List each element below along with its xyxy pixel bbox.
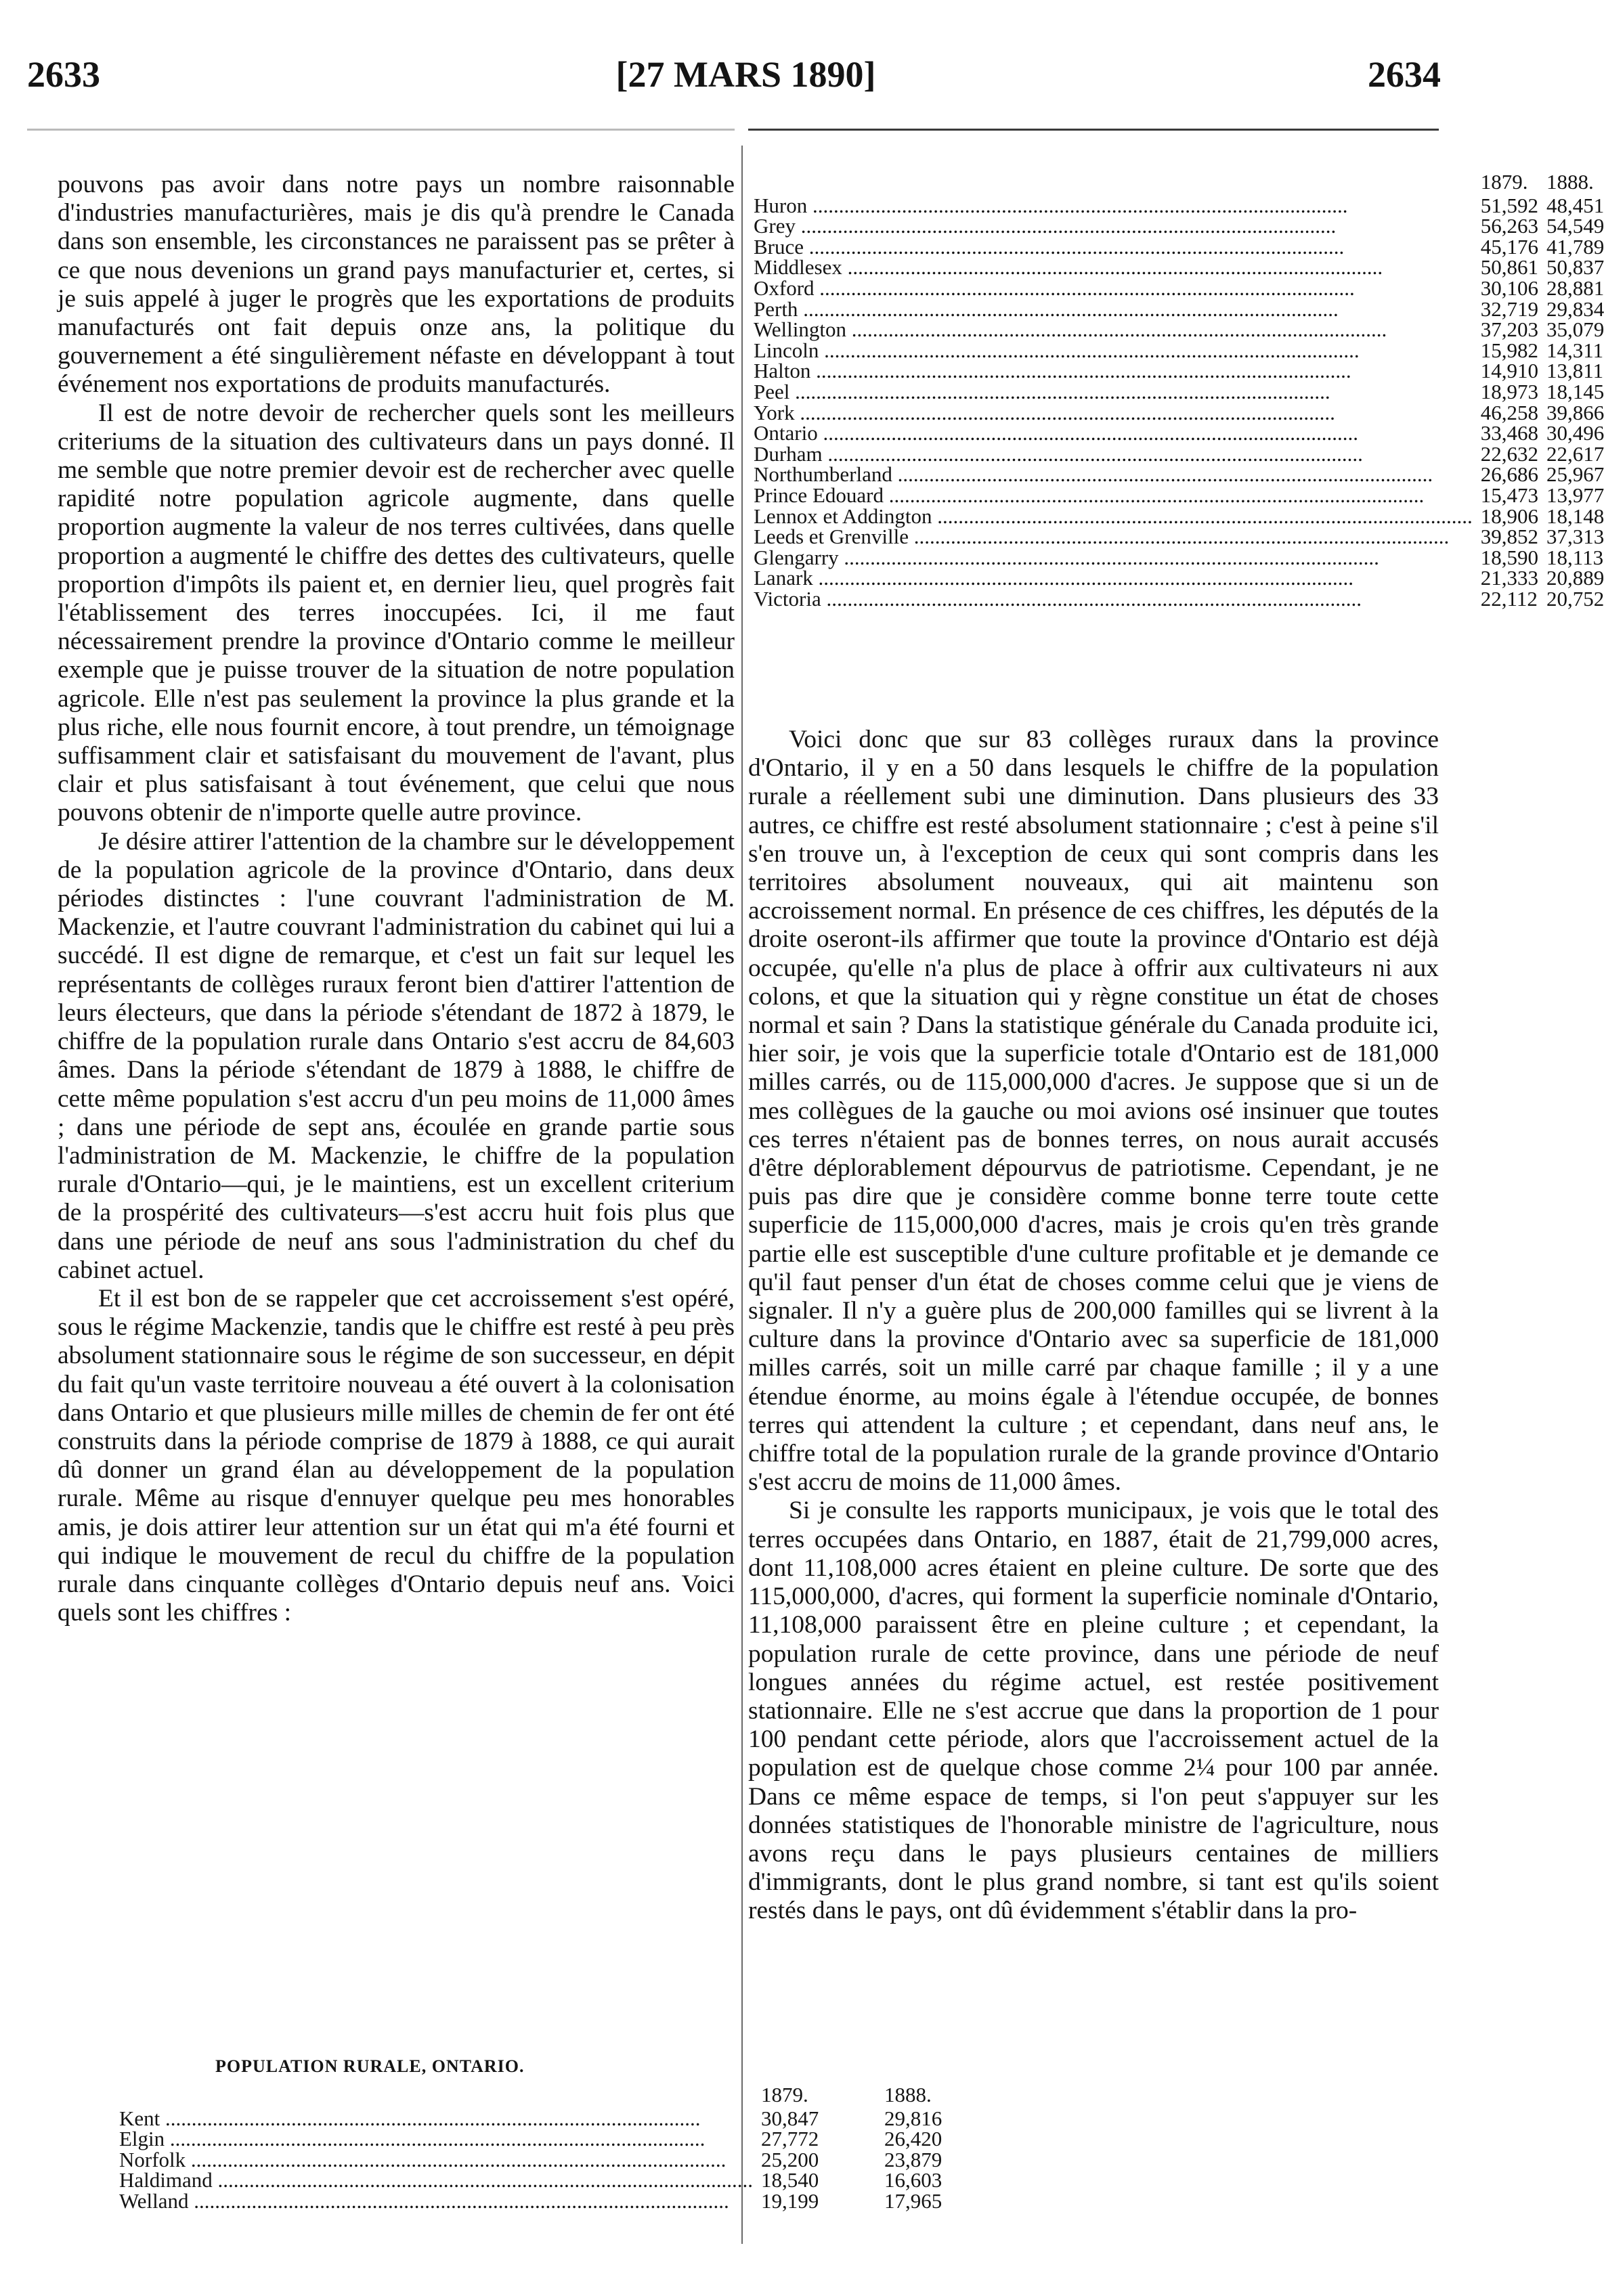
table-row	[119, 2170, 999, 2191]
value-1888: 16,603	[884, 2168, 942, 2192]
table-row	[119, 2150, 999, 2171]
value-1879: 22,632	[1480, 441, 1538, 466]
value-1888: 17,965	[884, 2188, 942, 2213]
table-row	[754, 548, 1604, 569]
county-name: Haldimand .....	[119, 2168, 753, 2192]
value-1879: 18,590	[1480, 545, 1538, 569]
county-name: Leeds et Grenville .....	[754, 525, 1449, 548]
value-1879: 18,973	[1480, 379, 1538, 403]
right-paragraph: Voici donc que sur 83 collèges ruraux dans la province d'Ontario, il y en a 50 dans lesquels le chiffre de la population rurale a réellement subi une diminution. Dans plusieurs des 33 autres, ce chiffre est resté absolument stationnaire ; c'est à peine s'il s'en trouve un, à l'exception de ceux qui sont compris dans les territoires absolument nouveaux, qui ait maintenu son accroissement normal. En présence de ces chiffres, les députés de la droite oseront-ils affirmer que toute la province d'Ontario est déjà occupée, qu'elle n'a plus de place à offrir aux cultivateurs ni aux colons, et que la situation qui y règne constitue un état de choses normal et sain ? Dans la statistique générale du Canada produite ici, hier soir, je vois que la superficie totale d'Ontario est de 181,000 milles carrés, ou de 115,000,000 d'acres. Je suppose que si un de mes collègues de la gauche ou moi avions osé insinuer que toutes ces terres n'étaient pas de bonnes terres, on nous aurait accusés d'être déplorablement dépourvus de patriotisme. Cependant, je ne puis pas dire que je considère comme bonne terre toute cette superficie de 115,000,000 d'acres, mais je crois qu'en très grande partie elle est susceptible d'une culture profitable et je demande ce qu'il faut penser d'un état de choses comme celui que je viens de signaler. Il n'y a guère plus de 200,000 familles qui se livrent à la culture dans la province d'Ontario avec sa superficie de 181,000 milles carrés, soit un mille carré par chaque famille ; il y a une étendue énorme, au moins égale à l'étendue occupée, de bonnes terres qui attendent la culture ; et cependant, dans neuf ans, le chiffre total de la population rurale de la grande province d'Ontario s'est accru de moins de 11,000 âmes.	[748, 726, 1439, 1497]
table-row	[119, 2129, 999, 2150]
table-row	[754, 299, 1604, 320]
county-name: Grey .....	[754, 214, 1336, 238]
value-1888: 37,313	[1546, 525, 1604, 549]
value-1888: 14,311	[1546, 338, 1604, 362]
table-row	[754, 257, 1604, 278]
left-paragraph: Je désire attirer l'attention de la chambre sur le développement de la population agricole de la province d'Ontario, dans deux périodes distinctes : l'une couvrant l'administration de M. Mackenzie, et l'autre couvrant l'administration du cabinet qui lui a succédé. Il est digne de remarque, et c'est un fait sur lequel les représentants de collèges ruraux feront bien d'attirer l'attention de leurs électeurs, que dans la période s'étendant de 1872 à 1879, le chiffre de la population rurale dans Ontario s'est accru de 84,603 âmes. Dans la période s'étendant de 1879 à 1888, le chiffre de cette même population s'est accru d'un peu moins de 11,000 âmes ; dans une période de sept ans, écoulée en grande partie sous l'administration de M. Mackenzie, le chiffre de la population rurale d'Ontario—qui, je le maintiens, est un excellent criterium de la prospérité des cultivateurs—s'est accru huit fois plus que dans une période de neuf ans sous l'administration du chef du cabinet actuel.	[58, 827, 735, 1284]
header-rule-right	[748, 129, 1439, 131]
county-name: Middlesex .....	[754, 255, 1383, 279]
value-1879: 25,200	[761, 2147, 819, 2171]
table-caption: POPULATION RURALE, ONTARIO.	[215, 2056, 525, 2076]
table-header-row	[754, 172, 1604, 196]
table-row	[119, 2109, 999, 2129]
session-date: [27 MARS 1890]	[615, 54, 876, 95]
value-1879: 30,847	[761, 2106, 819, 2130]
county-name: Huron .....	[754, 194, 1347, 217]
county-name: Wellington .....	[754, 317, 1387, 341]
value-1879: 26,686	[1480, 462, 1538, 487]
county-name: York .....	[754, 401, 1335, 424]
population-table-right	[754, 172, 1604, 609]
value-1888: 20,752	[1546, 586, 1604, 611]
county-name: Perth .....	[754, 297, 1339, 321]
value-1888: 28,881	[1546, 275, 1604, 300]
county-name: Norfolk .....	[119, 2148, 726, 2171]
county-name: Peel .....	[754, 380, 1330, 403]
county-name: Victoria .....	[754, 587, 1362, 611]
value-1888: 18,148	[1546, 504, 1604, 528]
table-row	[754, 340, 1604, 361]
county-name: Lennox et Addington .....	[754, 504, 1473, 528]
county-name: Northumberland .....	[754, 462, 1433, 486]
table-row	[754, 506, 1604, 527]
table-header-blank	[119, 2085, 753, 2109]
value-1888: 18,145	[1546, 379, 1604, 403]
county-name: Welland .....	[119, 2189, 729, 2213]
left-paragraph: Et il est bon de se rappeler que cet accroissement s'est opéré, sous le régime Mackenzie, tandis que le chiffre est resté à peu près absolument stationnaire sous le régime de son successeur, en dépit du fait qu'un vaste territoire nouveau a été ouvert à la colonisation dans Ontario et que plusieurs mille milles de chemin de fer ont été construits dans la période comprise de 1879 à 1888, ce qui aurait dû donner un grand élan au développement de la population rurale. Même au risque d'ennuyer quelque peu mes honorables amis, je dois attirer leur attention sur un état qui m'a été fourni et qui indique le mouvement de recul du chiffre de la population rurale dans cinquante collèges d'Ontario depuis neuf ans. Voici quels sont les chiffres :	[58, 1284, 735, 1627]
value-1879: 56,263	[1480, 214, 1538, 238]
column-header-1888: 1888.	[884, 2083, 932, 2106]
header-rule-left	[27, 129, 735, 131]
value-1888: 25,967	[1546, 462, 1604, 487]
left-page-number: 2633	[27, 54, 100, 95]
table-row	[754, 216, 1604, 237]
table-row	[754, 278, 1604, 299]
table-row	[754, 527, 1604, 548]
table-row	[119, 2191, 999, 2212]
left-paragraph: pouvons pas avoir dans notre pays un nombre raisonnable d'industries manufacturières, mais je dis qu'à prendre le Canada dans son ensemble, les circonstances ne paraissent pas se prêter à ce que nous devenions un grand pays manufacturier et, certes, si je suis appelé à juger le progrès que les exportations de produits manufacturés ont fait depuis onze ans, la politique du gouvernement a été singulièrement néfaste en développant à tout événement nos exportations de produits manufacturés.	[58, 171, 735, 399]
value-1879: 15,982	[1480, 338, 1538, 362]
value-1879: 27,772	[761, 2127, 819, 2151]
table-header-row	[119, 2085, 999, 2109]
value-1879: 37,203	[1480, 317, 1538, 342]
table-row	[754, 423, 1604, 444]
county-name: Oxford .....	[754, 276, 1355, 300]
value-1888: 22,617	[1546, 441, 1604, 466]
column-header-1879: 1879.	[761, 2083, 808, 2106]
value-1888: 35,079	[1546, 317, 1604, 342]
county-name: Elgin .....	[119, 2127, 705, 2150]
county-name: Prince Edouard .....	[754, 483, 1424, 507]
table-row	[754, 319, 1604, 340]
value-1879: 19,199	[761, 2188, 819, 2213]
column-header-1879: 1879.	[1480, 170, 1528, 194]
value-1888: 26,420	[884, 2127, 942, 2151]
right-page-number: 2634	[1368, 54, 1441, 95]
value-1879: 32,719	[1480, 296, 1538, 321]
value-1879: 14,910	[1480, 359, 1538, 383]
table-row	[754, 464, 1604, 485]
value-1879: 50,861	[1480, 255, 1538, 280]
value-1888: 23,879	[884, 2147, 942, 2171]
table-header-blank	[754, 172, 1473, 196]
value-1888: 39,866	[1546, 400, 1604, 424]
left-paragraph: Il est de notre devoir de rechercher quels sont les meilleurs criteriums de la situation des cultivateurs dans un pays donné. Il me semble que notre premier devoir est de rechercher avec quelle rapidité notre population agricole augmente, dans quelle proportion augmente la valeur de nos terres cultivées, dans quelle proportion a augmenté le chiffre des dettes des cultivateurs, quelle proportion d'impôts ils paient et, en dernier lieu, quel progrès fait l'établissement des terres inoccupées. Ici, il me faut nécessairement prendre la province d'Ontario comme le meilleur exemple que je puisse trouver de la situation de notre population agricole. Elle n'est pas seulement la province la plus grande et la plus riche, elle nous fournit encore, à tout prendre, un témoignage suffisamment clair et satisfaisant du mouvement de l'avant, plus clair et plus satisfaisant à tout événement, que celui que nous pouvons obtenir de n'importe quelle autre province.	[58, 399, 735, 827]
value-1879: 22,112	[1480, 586, 1538, 611]
value-1888: 13,811	[1546, 359, 1604, 383]
value-1888: 41,789	[1546, 234, 1604, 259]
value-1879: 15,473	[1480, 483, 1538, 507]
column-header-1888: 1888.	[1546, 170, 1594, 194]
table-row	[754, 568, 1604, 589]
county-name: Lincoln .....	[754, 338, 1360, 362]
value-1888: 29,834	[1546, 296, 1604, 321]
county-name: Lanark .....	[754, 566, 1353, 590]
table-row	[754, 485, 1604, 506]
value-1888: 18,113	[1546, 545, 1604, 569]
county-name: Halton .....	[754, 359, 1351, 382]
county-name: Glengarry .....	[754, 546, 1379, 569]
page-header	[0, 0, 1492, 115]
value-1879: 46,258	[1480, 400, 1538, 424]
column-divider	[741, 146, 743, 2244]
value-1879: 45,176	[1480, 234, 1538, 259]
county-name: Bruce .....	[754, 235, 1344, 259]
table-row	[754, 382, 1604, 403]
value-1879: 39,852	[1480, 525, 1538, 549]
right-paragraph: Si je consulte les rapports municipaux, je vois que le total des terres occupées dans Ontario, en 1887, était de 21,799,000 acres, dont 11,108,000 acres étaient en pleine culture. De sorte que des 115,000,000, d'acres, qui forment la superficie nominale d'Ontario, 11,108,000 paraissent être en pleine culture ; et cependant, la population rurale de cette province, dans une période de neuf longues années du régime actuel, est restée positivement stationnaire. Elle ne s'est accrue que dans la proportion de 1 pour 100 pendant cette période, alors que l'accroissement actuel de la population est de quelque chose comme 2¼ pour 100 par année. Dans ce même espace de temps, si l'on peut s'appuyer sur les données statistiques de l'honorable ministre de l'agriculture, nous avons reçu dans le pays plusieurs centaines de milliers d'immigrants, dont le plus grand nombre, si tant est qu'ils soient restés dans le pays, ont dû évidemment s'établir dans la pro-	[748, 1497, 1439, 1925]
value-1888: 30,496	[1546, 421, 1604, 445]
table-row	[754, 196, 1604, 217]
table-row	[754, 237, 1604, 258]
county-name: Ontario .....	[754, 421, 1358, 445]
county-name: Durham .....	[754, 442, 1363, 466]
value-1888: 20,889	[1546, 566, 1604, 590]
value-1888: 54,549	[1546, 214, 1604, 238]
value-1888: 50,837	[1546, 255, 1604, 280]
value-1879: 21,333	[1480, 566, 1538, 590]
left-column-text	[58, 171, 735, 1627]
table-row	[754, 403, 1604, 424]
value-1888: 13,977	[1546, 483, 1604, 507]
right-column-text	[748, 726, 1439, 1926]
value-1879: 33,468	[1480, 421, 1538, 445]
value-1879: 18,540	[761, 2168, 819, 2192]
value-1879: 30,106	[1480, 275, 1538, 300]
value-1888: 29,816	[884, 2106, 942, 2130]
table-row	[754, 589, 1604, 610]
population-table-left	[119, 2085, 999, 2212]
value-1879: 51,592	[1480, 193, 1538, 217]
value-1879: 18,906	[1480, 504, 1538, 528]
table-row	[754, 361, 1604, 382]
county-name: Kent .....	[119, 2106, 701, 2130]
table-row	[754, 444, 1604, 465]
value-1888: 48,451	[1546, 193, 1604, 217]
